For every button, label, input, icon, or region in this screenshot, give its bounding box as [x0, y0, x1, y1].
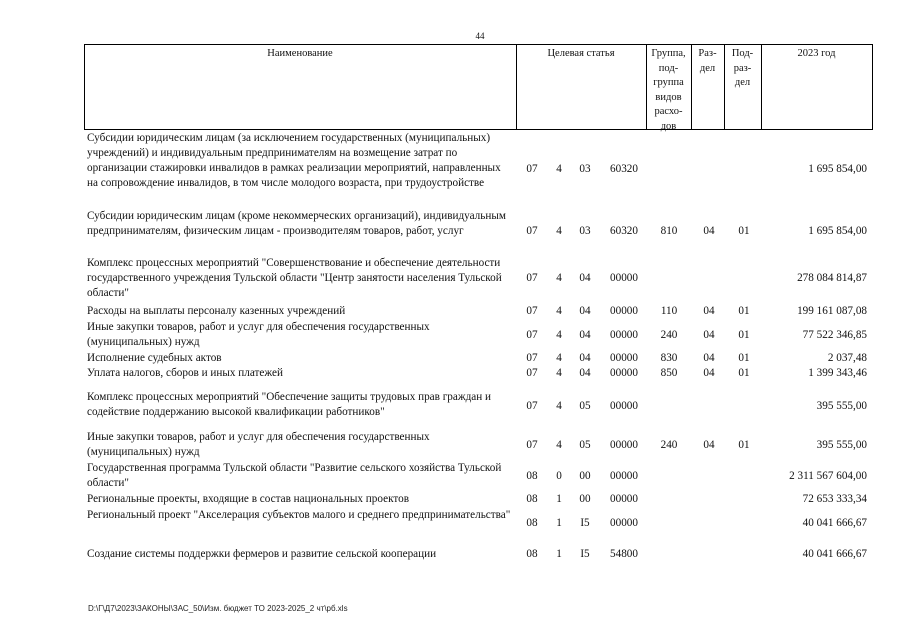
row-name: Комплекс процессных мероприятий "Обеспечение защиты трудовых прав граждан и содействие поддержанию высокой квалификации работников"	[87, 391, 492, 418]
row-code-subsection: 01	[738, 225, 750, 237]
row-name: Иные закупки товаров, работ и услуг для обеспечения государственных (муниципальных) нужд	[87, 431, 430, 458]
row-code-article: 00000	[610, 400, 638, 412]
footer-file-path: D:\Г\Д7\2023\ЗАКОНЫ\ЗАС_50\Изм. бюджет ТО 2023-2025_2 чт\рб.xls	[88, 604, 348, 613]
row-amount: 77 522 346,85	[802, 329, 867, 341]
row-code-article: 00000	[610, 439, 638, 451]
row-code-section: 04	[703, 225, 715, 237]
row-code-article: 00000	[610, 493, 638, 505]
row-code-subprogram: 1	[556, 493, 562, 505]
table-row	[84, 209, 872, 254]
row-code-subsection: 01	[738, 367, 750, 379]
row-code-direction: 04	[579, 352, 591, 364]
row-code-section: 04	[703, 329, 715, 341]
row-code-group: 830	[660, 352, 678, 364]
header-expense-group: Группа, под- группа видов расхо- дов	[651, 48, 686, 132]
row-code-program: 08	[526, 548, 538, 560]
row-amount: 1 399 343,46	[808, 367, 867, 379]
table-row	[84, 366, 872, 381]
row-amount: 395 555,00	[816, 439, 867, 451]
row-code-article: 00000	[610, 352, 638, 364]
row-code-subprogram: 4	[556, 367, 562, 379]
row-amount: 40 041 666,67	[802, 548, 867, 560]
row-name: Исполнение судебных актов	[87, 352, 222, 364]
row-amount: 1 695 854,00	[808, 163, 867, 175]
row-code-direction: I5	[580, 517, 590, 529]
row-amount: 278 084 814,87	[797, 272, 867, 284]
row-code-subprogram: 4	[556, 352, 562, 364]
row-code-program: 07	[526, 163, 538, 175]
table-row	[84, 320, 872, 350]
row-amount: 2 037,48	[827, 352, 867, 364]
row-code-article: 60320	[610, 225, 638, 237]
table-row	[84, 492, 872, 507]
row-code-subprogram: 1	[556, 548, 562, 560]
header-target-article: Целевая статья	[547, 48, 615, 59]
table-row	[84, 304, 872, 319]
row-code-direction: 00	[579, 493, 591, 505]
row-name: Субсидии юридическим лицам (за исключением государственных (муниципальных) учреждений) и индивидуальным предпринимателям на возмещение затрат по организации стажировки инвалидов в рамках реализации мероприятий, направленных на сопровождение инвалидов, в том числе молодого возраста, при трудоустройстве	[87, 132, 501, 189]
row-code-article: 60320	[610, 163, 638, 175]
header-subsection: Под- раз- дел	[731, 48, 754, 88]
row-amount: 1 695 854,00	[808, 225, 867, 237]
row-code-program: 07	[526, 305, 538, 317]
row-code-subprogram: 4	[556, 163, 562, 175]
row-name: Иные закупки товаров, работ и услуг для обеспечения государственных (муниципальных) нужд	[87, 321, 430, 348]
row-code-program: 07	[526, 329, 538, 341]
row-code-program: 07	[526, 400, 538, 412]
row-code-article: 00000	[610, 305, 638, 317]
row-code-group: 850	[660, 367, 678, 379]
row-code-direction: 04	[579, 367, 591, 379]
row-amount: 2 311 567 604,00	[789, 470, 867, 482]
row-code-direction: 05	[579, 439, 591, 451]
row-code-subprogram: 4	[556, 272, 562, 284]
row-code-direction: 05	[579, 400, 591, 412]
row-code-section: 04	[703, 352, 715, 364]
row-code-subprogram: 0	[556, 470, 562, 482]
row-name: Создание системы поддержки фермеров и развитие сельской кооперации	[87, 548, 437, 560]
row-code-program: 08	[526, 517, 538, 529]
row-amount: 72 653 333,34	[802, 493, 867, 505]
table-row	[84, 390, 872, 422]
row-code-program: 08	[526, 470, 538, 482]
row-code-article: 00000	[610, 272, 638, 284]
row-code-direction: 00	[579, 470, 591, 482]
row-code-subprogram: 4	[556, 400, 562, 412]
row-name: Комплекс процессных мероприятий "Совершенствование и обеспечение деятельности государственного учреждения Тульской области "Центр занятости населения Тульской области"	[87, 257, 502, 299]
row-code-program: 07	[526, 225, 538, 237]
row-code-article: 00000	[610, 367, 638, 379]
row-code-group: 240	[660, 329, 678, 341]
row-code-subprogram: 4	[556, 225, 562, 237]
row-code-direction: 04	[579, 329, 591, 341]
row-code-direction: 04	[579, 305, 591, 317]
row-code-subprogram: 4	[556, 329, 562, 341]
row-amount: 40 041 666,67	[802, 517, 867, 529]
header-section: Раз- дел	[698, 48, 717, 74]
row-code-subprogram: 4	[556, 439, 562, 451]
row-code-subsection: 01	[738, 329, 750, 341]
table-row	[84, 256, 872, 301]
row-code-section: 04	[703, 439, 715, 451]
row-code-group: 810	[660, 225, 678, 237]
row-code-program: 07	[526, 439, 538, 451]
row-code-section: 04	[703, 305, 715, 317]
row-code-subprogram: 4	[556, 305, 562, 317]
row-name: Региональный проект "Акселерация субъектов малого и среднего предпринимательства"	[87, 509, 511, 521]
row-code-program: 07	[526, 352, 538, 364]
row-code-direction: I5	[580, 548, 590, 560]
row-code-article: 00000	[610, 470, 638, 482]
row-code-subprogram: 1	[556, 517, 562, 529]
header-name: Наименование	[267, 48, 333, 59]
row-name: Расходы на выплаты персоналу казенных учреждений	[87, 305, 346, 317]
row-code-article: 00000	[610, 517, 638, 529]
row-code-subsection: 01	[738, 352, 750, 364]
row-code-article: 54800	[610, 548, 638, 560]
row-code-section: 04	[703, 367, 715, 379]
header-year: 2023 год	[797, 48, 836, 59]
table-row	[84, 351, 872, 366]
table-row	[84, 131, 872, 206]
row-code-subsection: 01	[738, 305, 750, 317]
row-name: Государственная программа Тульской области "Развитие сельского хозяйства Тульской области"	[87, 462, 502, 489]
row-code-group: 240	[660, 439, 678, 451]
table-row	[84, 430, 872, 460]
page-number: 44	[475, 31, 485, 41]
table-row	[84, 547, 872, 562]
row-code-subsection: 01	[738, 439, 750, 451]
row-code-program: 08	[526, 493, 538, 505]
row-code-direction: 04	[579, 272, 591, 284]
row-name: Региональные проекты, входящие в состав национальных проектов	[87, 493, 409, 505]
row-code-direction: 03	[579, 225, 591, 237]
row-code-group: 110	[660, 305, 678, 317]
table-row	[84, 461, 872, 491]
table-row	[84, 508, 872, 538]
row-code-article: 00000	[610, 329, 638, 341]
row-amount: 199 161 087,08	[797, 305, 867, 317]
row-name: Уплата налогов, сборов и иных платежей	[87, 367, 283, 379]
row-code-program: 07	[526, 367, 538, 379]
row-code-direction: 03	[579, 163, 591, 175]
row-name: Субсидии юридическим лицам (кроме некоммерческих организаций), индивидуальным предпринимателям, физическим лицам - производителям товаров, работ, услуг	[87, 210, 506, 237]
row-amount: 395 555,00	[816, 400, 867, 412]
row-code-program: 07	[526, 272, 538, 284]
